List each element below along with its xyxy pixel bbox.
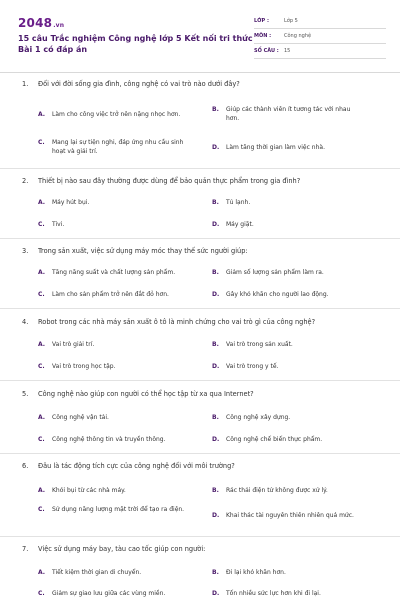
option-text: Công nghệ xây dựng.: [226, 414, 291, 421]
option-a[interactable]: [38, 340, 188, 349]
question-stem: Đối với đời sống gia đình, công nghệ có vai trò nào dưới đây?: [38, 80, 240, 88]
meta-label: LỚP :: [254, 18, 269, 24]
option-letter: B.: [212, 487, 219, 494]
option-c[interactable]: [38, 362, 188, 371]
question-number: 4.: [22, 318, 29, 326]
question-divider: [0, 238, 400, 239]
question-divider: [0, 536, 400, 537]
option-text: Tủ lạnh.: [226, 199, 251, 206]
option-b[interactable]: [212, 268, 362, 277]
question-number: 2.: [22, 177, 29, 185]
meta-row-grade: [254, 14, 386, 29]
option-letter: C.: [38, 590, 45, 597]
meta-value: 15: [284, 48, 291, 54]
question-number: 1.: [22, 80, 29, 88]
option-text: Tiết kiệm thời gian di chuyển.: [52, 569, 142, 576]
question-stem: Đâu là tác động tích cực của công nghệ đối với môi trường?: [38, 462, 235, 470]
option-d[interactable]: [212, 435, 362, 444]
question-text: [22, 462, 235, 470]
document-meta: [254, 14, 386, 59]
option-d[interactable]: [212, 290, 362, 299]
option-a[interactable]: [38, 568, 188, 577]
question-divider: [0, 168, 400, 169]
option-text: Tivi.: [52, 221, 65, 228]
option-c[interactable]: [38, 220, 188, 229]
question-stem: Việc sử dụng máy bay, tàu cao tốc giúp con người:: [38, 545, 206, 553]
option-b[interactable]: [212, 340, 362, 349]
option-letter: C.: [38, 291, 45, 298]
option-letter: D.: [212, 291, 220, 298]
option-text: Máy giặt.: [226, 221, 254, 228]
question-number: 7.: [22, 545, 29, 553]
option-letter: B.: [212, 341, 219, 348]
option-d[interactable]: [212, 589, 362, 598]
question-text: [22, 318, 315, 326]
option-text: Rác thải điện tử không được xử lý.: [226, 487, 328, 494]
option-letter: D.: [212, 363, 220, 370]
option-d[interactable]: [212, 511, 362, 520]
option-text: Tăng năng suất và chất lượng sản phẩm.: [52, 269, 176, 276]
option-letter: B.: [212, 269, 219, 276]
option-c[interactable]: [38, 589, 188, 598]
document-title: 15 câu Trắc nghiệm Công nghệ lớp 5 Kết nối tri thức Bài 1 có đáp án: [18, 34, 253, 54]
meta-value: Công nghệ: [284, 33, 312, 39]
option-letter: A.: [38, 341, 46, 348]
option-text: Gây khó khăn cho người lao động.: [226, 291, 329, 298]
question-number: 5.: [22, 390, 29, 398]
option-text: Giảm số lượng sản phẩm làm ra.: [226, 269, 324, 276]
question-stem: Trong sản xuất, việc sử dụng máy móc thay thế sức người giúp:: [38, 247, 248, 255]
option-a[interactable]: [38, 110, 188, 119]
option-text: Công nghệ vận tải.: [52, 414, 109, 421]
option-c[interactable]: [38, 435, 188, 444]
option-a[interactable]: [38, 268, 188, 277]
option-text: Làm cho công việc trở nên nặng nhọc hơn.: [52, 111, 181, 118]
question-stem: Công nghệ nào giúp con người có thể học tập từ xa qua Internet?: [38, 390, 254, 398]
question-divider: [0, 308, 400, 309]
option-letter: A.: [38, 487, 46, 494]
option-c[interactable]: [38, 290, 188, 299]
option-a[interactable]: [38, 486, 188, 495]
option-letter: B.: [212, 106, 219, 113]
option-text: Sử dụng năng lượng mặt trời để tạo ra điện.: [52, 506, 185, 513]
question-text: [22, 545, 205, 553]
option-b[interactable]: [212, 413, 362, 422]
logo-tld: .vn: [53, 22, 65, 29]
question-text: [22, 177, 300, 185]
question-divider: [0, 380, 400, 381]
option-a[interactable]: [38, 413, 188, 422]
option-letter: D.: [212, 590, 220, 597]
meta-label: SỐ CÂU :: [254, 48, 279, 54]
option-letter: D.: [212, 221, 220, 228]
option-text: Máy hút bụi.: [52, 199, 90, 206]
option-d[interactable]: [212, 220, 362, 229]
option-text: Khai thác tài nguyên thiên nhiên quá mức.: [226, 512, 354, 519]
option-letter: D.: [212, 512, 220, 519]
site-logo[interactable]: [18, 16, 64, 30]
option-letter: C.: [38, 363, 45, 370]
option-letter: A.: [38, 414, 46, 421]
option-letter: C.: [38, 436, 45, 443]
option-text: Giảm sự giao lưu giữa các vùng miền.: [52, 590, 166, 597]
option-a[interactable]: [38, 198, 188, 207]
option-text: Vai trò trong sản xuất.: [226, 341, 293, 348]
option-c[interactable]: [38, 138, 188, 156]
option-text: Tốn nhiều sức lực hơn khi đi lại.: [226, 590, 321, 597]
document-header: [0, 0, 400, 72]
option-text: Giúp các thành viên ít tương tác với nhau hơn.: [226, 106, 351, 122]
option-letter: C.: [38, 139, 45, 146]
option-text: Vai trò trong y tế.: [226, 363, 279, 370]
question-text: [22, 80, 240, 88]
question-text: [22, 390, 254, 398]
option-text: Đi lại khó khăn hơn.: [226, 569, 286, 576]
meta-label: MÔN :: [254, 33, 272, 39]
option-text: Công nghệ thông tin và truyền thông.: [52, 436, 166, 443]
meta-value: Lớp 5: [284, 18, 298, 24]
option-text: Vai trò trong học tập.: [52, 363, 116, 370]
option-b[interactable]: [212, 105, 362, 123]
option-b[interactable]: [212, 198, 362, 207]
option-d[interactable]: [212, 143, 362, 152]
question-stem: Thiết bị nào sau đây thường được dùng để bảo quản thực phẩm trong gia đình?: [38, 177, 301, 185]
option-letter: C.: [38, 506, 45, 513]
option-letter: A.: [38, 569, 46, 576]
option-letter: C.: [38, 221, 45, 228]
option-letter: D.: [212, 436, 220, 443]
option-letter: B.: [212, 414, 219, 421]
option-letter: B.: [212, 199, 219, 206]
option-text: Làm cho sản phẩm trở nên đắt đỏ hơn.: [52, 291, 169, 298]
question-text: [22, 247, 248, 255]
meta-row-count: [254, 44, 386, 59]
option-letter: D.: [212, 144, 220, 151]
option-b[interactable]: [212, 486, 362, 495]
header-divider: [0, 72, 400, 73]
meta-row-subject: [254, 29, 386, 44]
option-text: Khói bụi từ các nhà máy.: [52, 487, 126, 494]
option-letter: B.: [212, 569, 219, 576]
option-c[interactable]: [38, 505, 188, 514]
option-d[interactable]: [212, 362, 362, 371]
option-text: Vai trò giải trí.: [52, 341, 95, 348]
option-b[interactable]: [212, 568, 362, 577]
option-letter: A.: [38, 269, 46, 276]
option-text: Làm tăng thời gian làm việc nhà.: [226, 144, 325, 151]
option-letter: A.: [38, 111, 46, 118]
option-text: Công nghệ chế biến thực phẩm.: [226, 436, 323, 443]
logo-main: 2048: [18, 16, 53, 30]
question-number: 3.: [22, 247, 29, 255]
question-divider: [0, 453, 400, 454]
option-letter: A.: [38, 199, 46, 206]
question-number: 6.: [22, 462, 29, 470]
question-stem: Robot trong các nhà máy sản xuất ô tô là minh chứng cho vai trò gì của công nghệ?: [38, 318, 316, 326]
option-text: Mang lại sự tiện nghi, đáp ứng nhu cầu sinh hoạt và giải trí.: [52, 139, 184, 155]
